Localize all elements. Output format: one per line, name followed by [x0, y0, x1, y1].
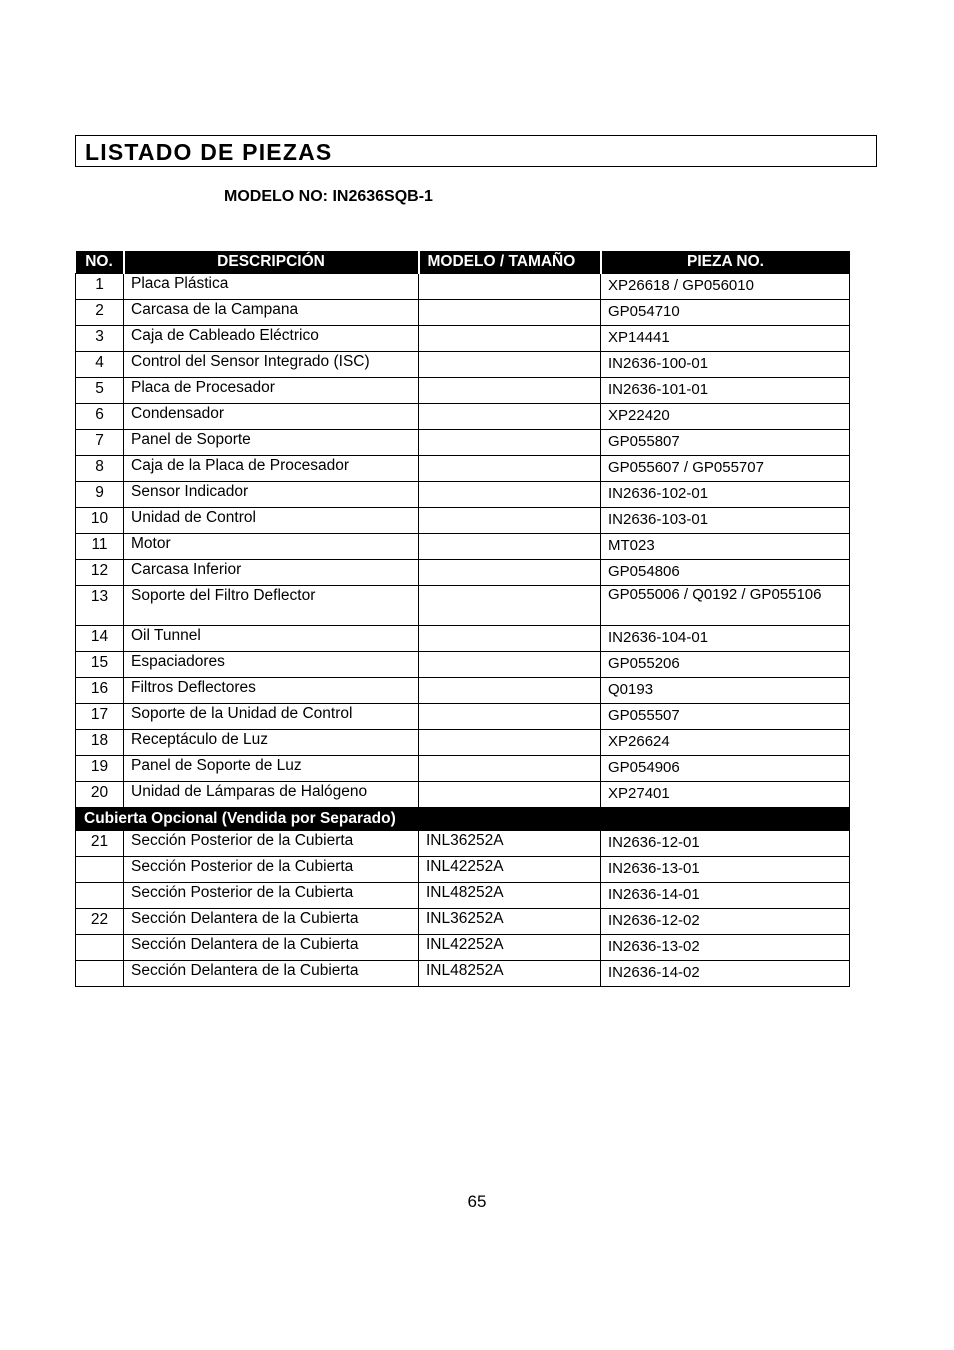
row-number: 7 — [76, 430, 124, 456]
row-number: 14 — [76, 626, 124, 652]
row-number: 16 — [76, 678, 124, 704]
row-description: Oil Tunnel — [124, 626, 419, 652]
row-description: Unidad de Lámparas de Halógeno — [124, 782, 419, 808]
row-number: 13 — [76, 586, 124, 626]
row-part-number: XP26624 — [601, 730, 850, 756]
table-row — [76, 883, 850, 909]
row-number: 1 — [76, 274, 124, 300]
row-description: Motor — [124, 534, 419, 560]
row-number: 9 — [76, 482, 124, 508]
table-row — [76, 404, 850, 430]
table-row — [76, 586, 850, 626]
row-description: Panel de Soporte de Luz — [124, 756, 419, 782]
row-part-number: IN2636-104-01 — [601, 626, 850, 652]
row-part-number: IN2636-101-01 — [601, 378, 850, 404]
row-number: 11 — [76, 534, 124, 560]
row-part-number: IN2636-13-01 — [601, 857, 850, 883]
row-model-size: INL48252A — [419, 883, 601, 909]
row-description: Sección Delantera de la Cubierta — [124, 909, 419, 935]
section-header-row — [76, 808, 850, 831]
row-number: 22 — [76, 909, 124, 935]
row-description: Control del Sensor Integrado (ISC) — [124, 352, 419, 378]
row-part-number: GP054710 — [601, 300, 850, 326]
row-description: Sección Posterior de la Cubierta — [124, 831, 419, 857]
table-row — [76, 482, 850, 508]
table-row — [76, 274, 850, 300]
row-part-number: IN2636-14-01 — [601, 883, 850, 909]
table-row — [76, 456, 850, 482]
row-model-size: INL48252A — [419, 961, 601, 987]
row-description: Soporte del Filtro Deflector — [124, 586, 419, 626]
parts-table — [75, 251, 850, 987]
row-part-number: XP27401 — [601, 782, 850, 808]
table-row — [76, 704, 850, 730]
table-row — [76, 831, 850, 857]
row-part-number: IN2636-102-01 — [601, 482, 850, 508]
row-number: 12 — [76, 560, 124, 586]
table-row — [76, 560, 850, 586]
header-description: DESCRIPCIÓN — [124, 251, 419, 274]
row-description: Caja de la Placa de Procesador — [124, 456, 419, 482]
model-number: MODELO NO: IN2636SQB-1 — [224, 188, 433, 205]
row-model-size — [419, 782, 601, 808]
row-number: 15 — [76, 652, 124, 678]
row-number: 5 — [76, 378, 124, 404]
row-description: Sección Posterior de la Cubierta — [124, 883, 419, 909]
table-row — [76, 626, 850, 652]
row-description: Carcasa de la Campana — [124, 300, 419, 326]
row-description: Sección Posterior de la Cubierta — [124, 857, 419, 883]
row-number: 18 — [76, 730, 124, 756]
page-title-box — [75, 135, 877, 167]
table-row — [76, 300, 850, 326]
row-model-size — [419, 456, 601, 482]
row-description: Caja de Cableado Eléctrico — [124, 326, 419, 352]
row-number: 4 — [76, 352, 124, 378]
row-number: 19 — [76, 756, 124, 782]
row-description: Receptáculo de Luz — [124, 730, 419, 756]
row-part-number: XP26618 / GP056010 — [601, 274, 850, 300]
parts-table-body — [76, 274, 850, 987]
table-row — [76, 730, 850, 756]
table-row — [76, 326, 850, 352]
row-model-size — [419, 430, 601, 456]
row-description: Condensador — [124, 404, 419, 430]
row-part-number: GP055807 — [601, 430, 850, 456]
row-description: Espaciadores — [124, 652, 419, 678]
row-number: 8 — [76, 456, 124, 482]
table-row — [76, 909, 850, 935]
row-model-size: INL42252A — [419, 935, 601, 961]
row-part-number: IN2636-12-01 — [601, 831, 850, 857]
row-part-number: GP054906 — [601, 756, 850, 782]
row-number — [76, 935, 124, 961]
table-row — [76, 430, 850, 456]
row-number: 17 — [76, 704, 124, 730]
table-row — [76, 352, 850, 378]
row-model-size — [419, 730, 601, 756]
row-number: 6 — [76, 404, 124, 430]
row-description: Placa de Procesador — [124, 378, 419, 404]
row-part-number: GP055507 — [601, 704, 850, 730]
row-model-size — [419, 626, 601, 652]
row-part-number: Q0193 — [601, 678, 850, 704]
row-part-number: XP14441 — [601, 326, 850, 352]
table-row — [76, 508, 850, 534]
row-model-size: INL36252A — [419, 831, 601, 857]
row-model-size — [419, 482, 601, 508]
row-number: 3 — [76, 326, 124, 352]
table-row — [76, 782, 850, 808]
row-description: Unidad de Control — [124, 508, 419, 534]
row-part-number: XP22420 — [601, 404, 850, 430]
row-part-number: GP055206 — [601, 652, 850, 678]
row-part-number: IN2636-12-02 — [601, 909, 850, 935]
table-row — [76, 857, 850, 883]
row-part-number: GP054806 — [601, 560, 850, 586]
table-header-row — [76, 251, 850, 274]
header-part-no: PIEZA NO. — [601, 251, 850, 274]
row-description: Panel de Soporte — [124, 430, 419, 456]
table-row — [76, 935, 850, 961]
row-description: Soporte de la Unidad de Control — [124, 704, 419, 730]
row-part-number: GP055006 / Q0192 / GP055106 — [601, 586, 850, 626]
page-title: LISTADO DE PIEZAS — [85, 139, 333, 165]
row-part-number: IN2636-14-02 — [601, 961, 850, 987]
row-number — [76, 961, 124, 987]
row-number: 20 — [76, 782, 124, 808]
table-row — [76, 534, 850, 560]
row-model-size — [419, 534, 601, 560]
row-number — [76, 883, 124, 909]
table-row — [76, 756, 850, 782]
row-part-number: GP055607 / GP055707 — [601, 456, 850, 482]
row-model-size — [419, 352, 601, 378]
row-part-number: IN2636-13-02 — [601, 935, 850, 961]
row-model-size — [419, 404, 601, 430]
row-model-size — [419, 326, 601, 352]
row-model-size — [419, 756, 601, 782]
row-part-number: MT023 — [601, 534, 850, 560]
row-model-size — [419, 586, 601, 626]
row-description: Carcasa Inferior — [124, 560, 419, 586]
row-model-size — [419, 704, 601, 730]
table-row — [76, 961, 850, 987]
row-part-number: IN2636-103-01 — [601, 508, 850, 534]
row-number: 2 — [76, 300, 124, 326]
row-part-number: IN2636-100-01 — [601, 352, 850, 378]
row-description: Placa Plástica — [124, 274, 419, 300]
table-row — [76, 652, 850, 678]
row-number — [76, 857, 124, 883]
table-row — [76, 378, 850, 404]
optional-section-label: Cubierta Opcional (Vendida por Separado) — [76, 808, 850, 831]
row-model-size — [419, 652, 601, 678]
row-model-size — [419, 300, 601, 326]
row-model-size: INL42252A — [419, 857, 601, 883]
header-model-size: MODELO / TAMAÑO — [419, 251, 601, 274]
header-no: NO. — [76, 251, 124, 274]
row-model-size — [419, 678, 601, 704]
table-row — [76, 678, 850, 704]
row-model-size: INL36252A — [419, 909, 601, 935]
row-description: Filtros Deflectores — [124, 678, 419, 704]
page-number: 65 — [467, 1192, 487, 1211]
row-description: Sensor Indicador — [124, 482, 419, 508]
row-number: 21 — [76, 831, 124, 857]
row-model-size — [419, 274, 601, 300]
row-description: Sección Delantera de la Cubierta — [124, 935, 419, 961]
row-model-size — [419, 378, 601, 404]
row-model-size — [419, 508, 601, 534]
row-number: 10 — [76, 508, 124, 534]
row-description: Sección Delantera de la Cubierta — [124, 961, 419, 987]
row-model-size — [419, 560, 601, 586]
